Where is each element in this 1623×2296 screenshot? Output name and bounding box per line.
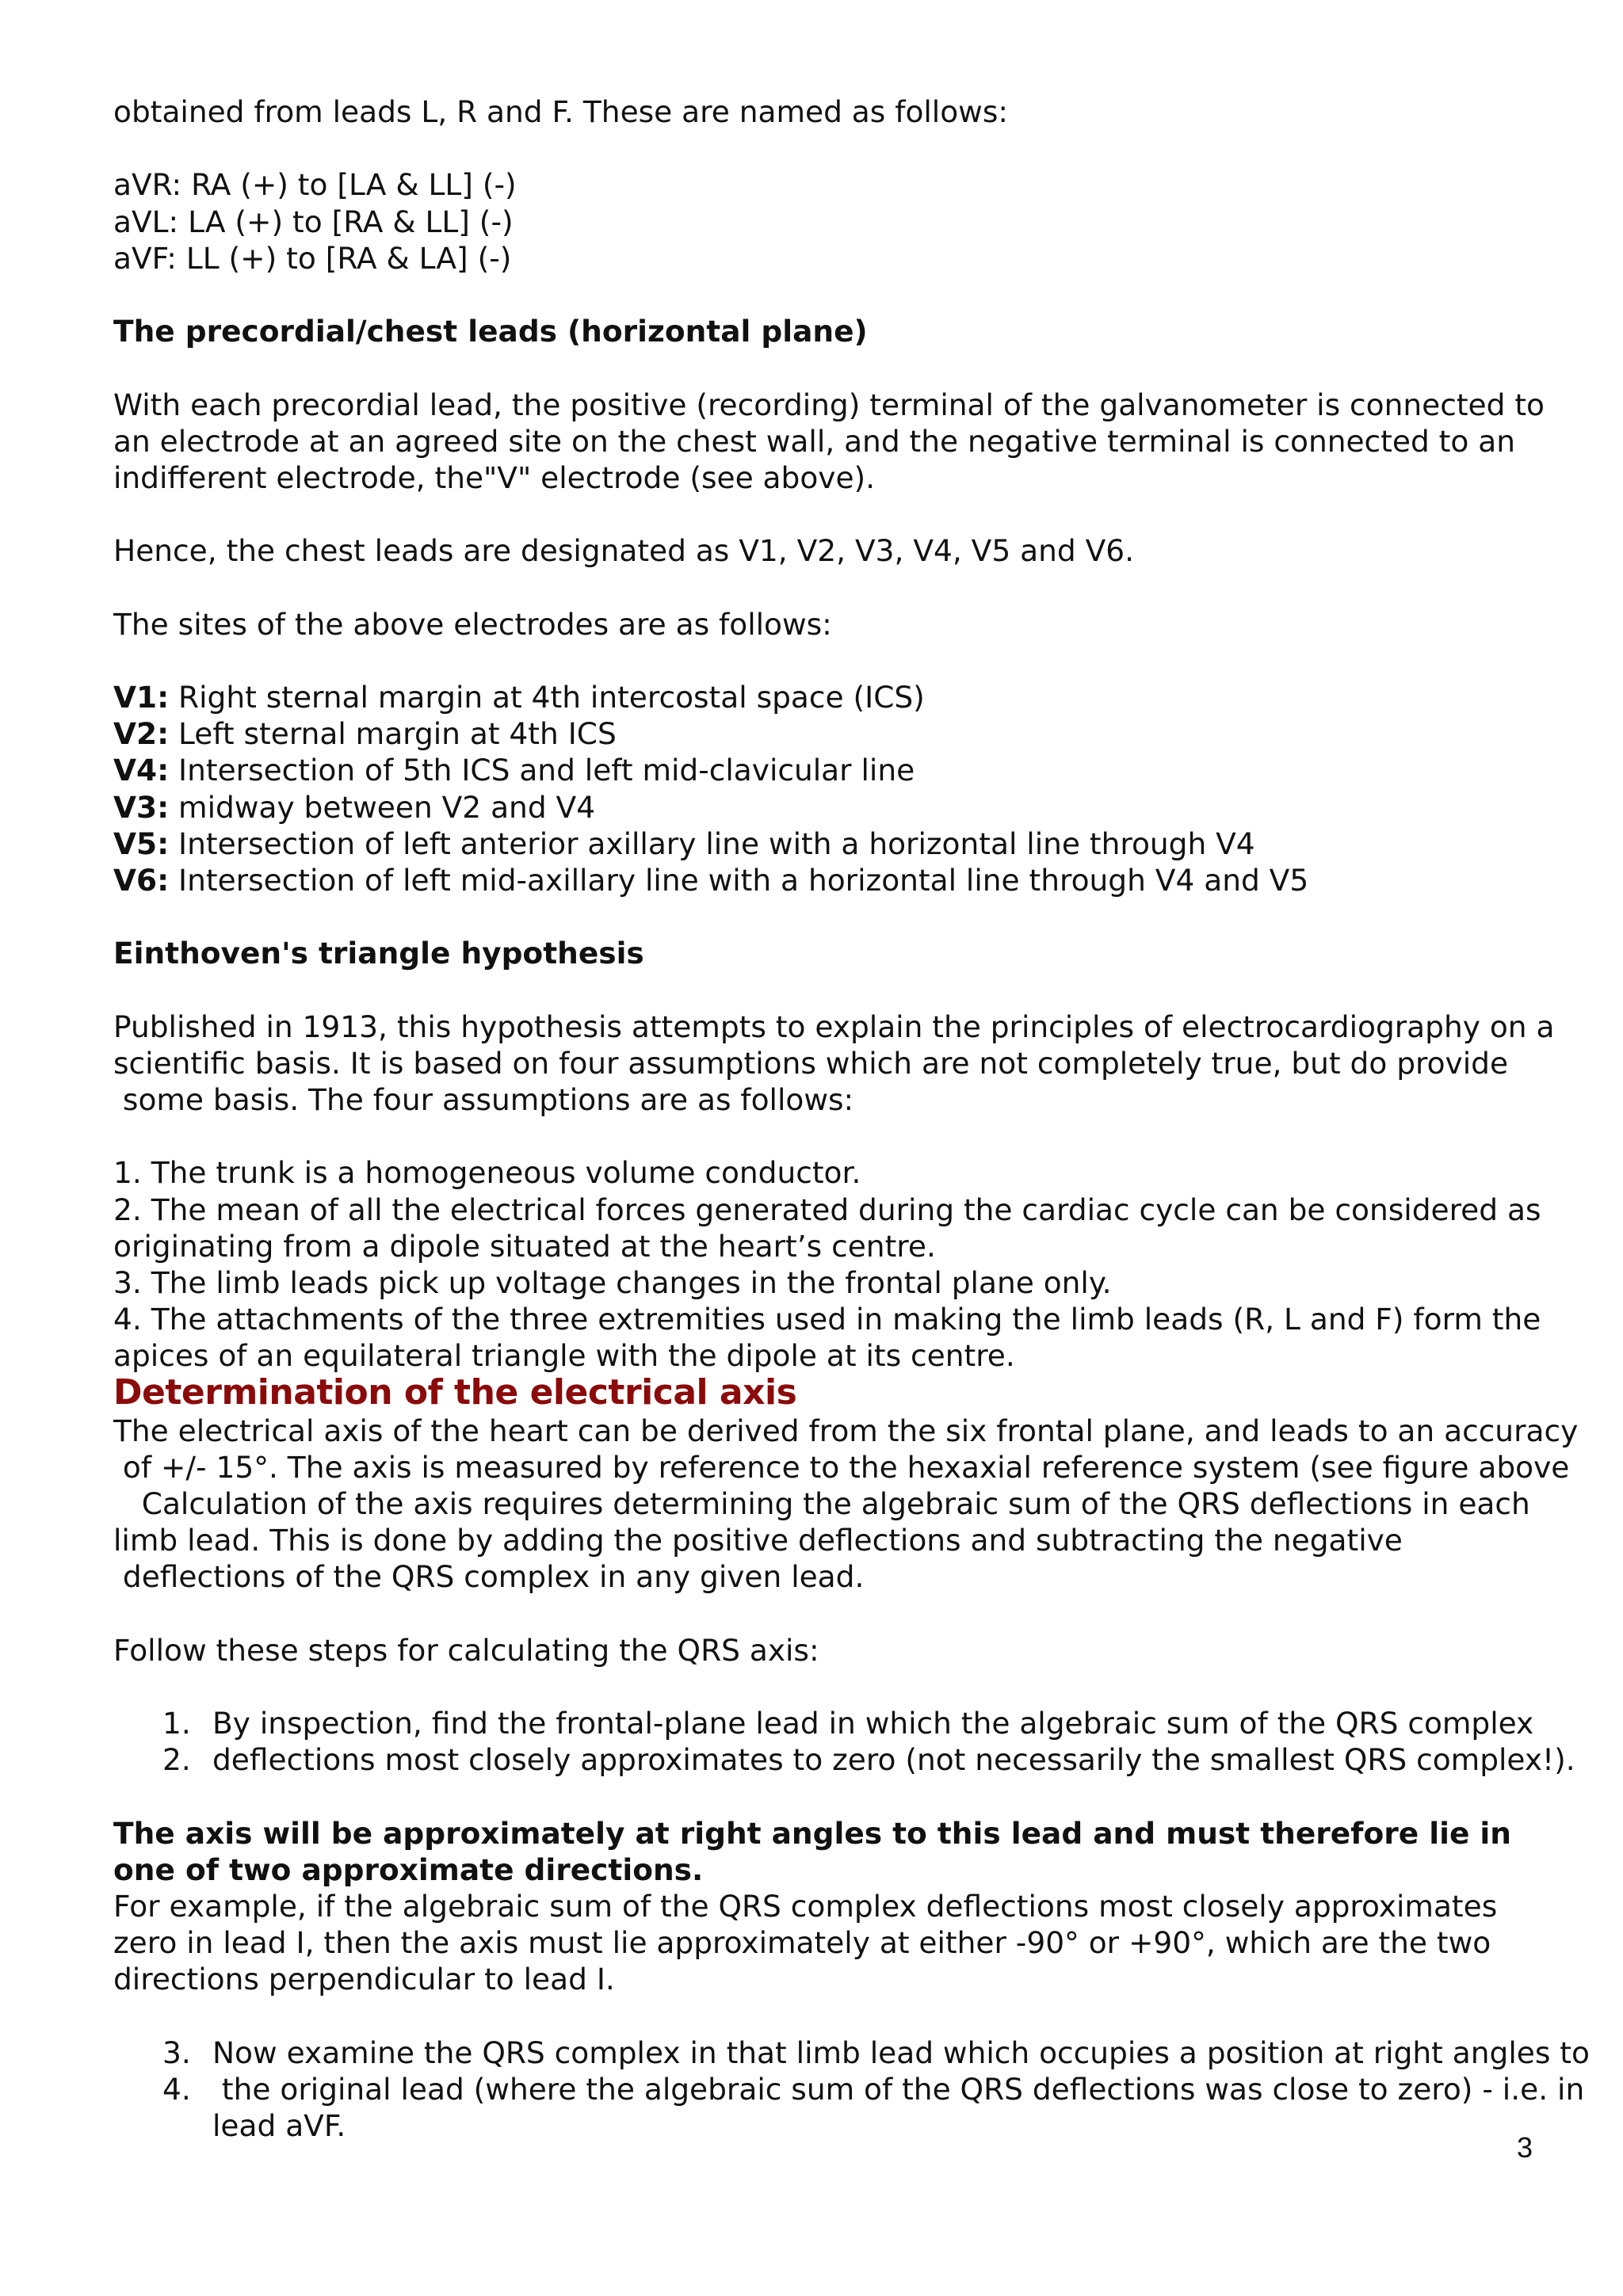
- step-item: [113, 2107, 1603, 2144]
- site-description: Intersection of 5th ICS and left mid-clavicular line: [169, 753, 915, 788]
- axis-heading: Determination of the electrical axis: [113, 1371, 797, 1413]
- axis-bold-line: The axis will be approximately at right angles to this lead and must therefore lie in: [113, 1815, 1511, 1851]
- assumption-line: apices of an equilateral triangle with the dipole at its centre.: [113, 1338, 1015, 1374]
- assumption-line: originating from a dipole situated at the heart’s centre.: [113, 1228, 936, 1264]
- axis-para-line: of +/- 15°. The axis is measured by reference to the hexaxial reference system (see figure above: [113, 1449, 1570, 1485]
- electrode-site-v1: [113, 679, 1603, 715]
- example-para-line: For example, if the algebraic sum of the QRS complex deflections most closely approximates: [113, 1889, 1498, 1924]
- chest-designation: Hence, the chest leads are designated as V1, V2, V3, V4, V5 and V6.: [113, 533, 1135, 569]
- sites-intro: The sites of the above electrodes are as follows:: [113, 606, 832, 642]
- assumption-line: 4. The attachments of the three extremities used in making the limb leads (R, L and F) form the: [113, 1302, 1541, 1337]
- site-description: Right sternal margin at 4th intercostal space (ICS): [169, 680, 925, 715]
- spacer: [113, 130, 1603, 166]
- spacer: [113, 569, 1603, 605]
- precordial-para-line: an electrode at an agreed site on the chest wall, and the negative terminal is connected to an: [113, 423, 1515, 459]
- lead-label: V3:: [113, 789, 170, 825]
- lead-label: V4:: [113, 753, 170, 788]
- step-number: 3.: [162, 2035, 191, 2070]
- einthoven-para-line: some basis. The four assumptions are as follows:: [113, 1082, 854, 1118]
- spacer: [113, 643, 1603, 679]
- augmented-lead-avr: aVR: RA (+) to [LA & LL] (-): [113, 167, 517, 203]
- electrode-site-v4: [113, 752, 1603, 788]
- step-number: 4.: [162, 2071, 191, 2107]
- spacer: [113, 1778, 1603, 1814]
- augmented-lead-avl: aVL: LA (+) to [RA & LL] (-): [113, 204, 514, 239]
- lead-label: V1:: [113, 680, 170, 715]
- example-para-line: zero in lead I, then the axis must lie approximately at either -90° or +90°, which are the two: [113, 1925, 1491, 1961]
- electrode-site-v3: [113, 789, 1603, 826]
- step-number: 2.: [162, 1742, 191, 1778]
- step-number: 1.: [162, 1706, 191, 1741]
- intro-line: obtained from leads L, R and F. These are named as follows:: [113, 94, 1009, 129]
- axis-para-line: deflections of the QRS complex in any given lead.: [113, 1559, 865, 1595]
- assumption-line: 2. The mean of all the electrical forces generated during the cardiac cycle can be considered as: [113, 1192, 1541, 1227]
- precordial-para-line: With each precordial lead, the positive (recording) terminal of the galvanometer is connected to: [113, 387, 1545, 422]
- einthoven-para-line: Published in 1913, this hypothesis attempts to explain the principles of electrocardiography on a: [113, 1009, 1555, 1044]
- steps-list-first: [113, 1705, 1603, 1778]
- augmented-lead-avf: aVF: LL (+) to [RA & LA] (-): [113, 240, 512, 276]
- step-item: [113, 1705, 1603, 1741]
- step-text: the original lead (where the algebraic sum of the QRS deflections was close to zero) - i.e. in: [212, 2071, 1585, 2107]
- spacer: [113, 496, 1603, 532]
- electrode-site-v6: [113, 862, 1603, 898]
- precordial-heading: The precordial/chest leads (horizontal plane): [113, 314, 868, 349]
- electrode-site-v5: [113, 826, 1603, 862]
- precordial-para-line: indifferent electrode, the"V" electrode (see above).: [113, 460, 876, 495]
- site-description: midway between V2 and V4: [169, 789, 596, 825]
- step-item: [113, 2071, 1603, 2107]
- step-text: deflections most closely approximates to zero (not necessarily the smallest QRS complex!).: [212, 1742, 1575, 1778]
- step-text: By inspection, find the frontal-plane lead in which the algebraic sum of the QRS complex: [212, 1706, 1534, 1741]
- steps-intro: Follow these steps for calculating the QRS axis:: [113, 1632, 819, 1668]
- step-text: Now examine the QRS complex in that limb lead which occupies a position at right angles to: [212, 2035, 1590, 2070]
- site-description: Intersection of left mid-axillary line with a horizontal line through V4 and V5: [169, 862, 1309, 898]
- assumption-line: 3. The limb leads pick up voltage changes in the frontal plane only.: [113, 1265, 1112, 1300]
- document-body: [113, 93, 1603, 2144]
- site-description: Intersection of left anterior axillary line with a horizontal line through V4: [169, 826, 1255, 861]
- lead-label: V2:: [113, 716, 170, 752]
- step-item: [113, 1741, 1603, 1778]
- spacer: [113, 277, 1603, 313]
- assumption-line: 1. The trunk is a homogeneous volume conductor.: [113, 1155, 861, 1191]
- steps-list-second: [113, 2035, 1603, 2145]
- spacer: [113, 898, 1603, 935]
- spacer: [113, 1596, 1603, 1632]
- electrode-site-v2: [113, 715, 1603, 752]
- axis-para-line: The electrical axis of the heart can be derived from the six frontal plane, and leads to an accuracy: [113, 1413, 1579, 1448]
- lead-label: V6:: [113, 862, 170, 898]
- einthoven-para-line: scientific basis. It is based on four assumptions which are not completely true, but do provide: [113, 1045, 1509, 1081]
- axis-para-line: Calculation of the axis requires determining the algebraic sum of the QRS deflections in each: [113, 1486, 1530, 1521]
- step-text: lead aVF.: [212, 2108, 346, 2144]
- step-item: [113, 2035, 1603, 2071]
- page-number: 3: [1517, 2131, 1533, 2164]
- spacer: [113, 1669, 1603, 1705]
- einthoven-heading: Einthoven's triangle hypothesis: [113, 936, 644, 971]
- spacer: [113, 1998, 1603, 2035]
- document-page: [113, 93, 1603, 2144]
- axis-bold-line: one of two approximate directions.: [113, 1852, 704, 1887]
- example-para-line: directions perpendicular to lead I.: [113, 1962, 615, 1997]
- site-description: Left sternal margin at 4th ICS: [169, 716, 617, 752]
- spacer: [113, 1118, 1603, 1154]
- spacer: [113, 349, 1603, 386]
- lead-label: V5:: [113, 826, 170, 861]
- axis-para-line: limb lead. This is done by adding the positive deflections and subtracting the negative: [113, 1523, 1403, 1558]
- spacer: [113, 972, 1603, 1009]
